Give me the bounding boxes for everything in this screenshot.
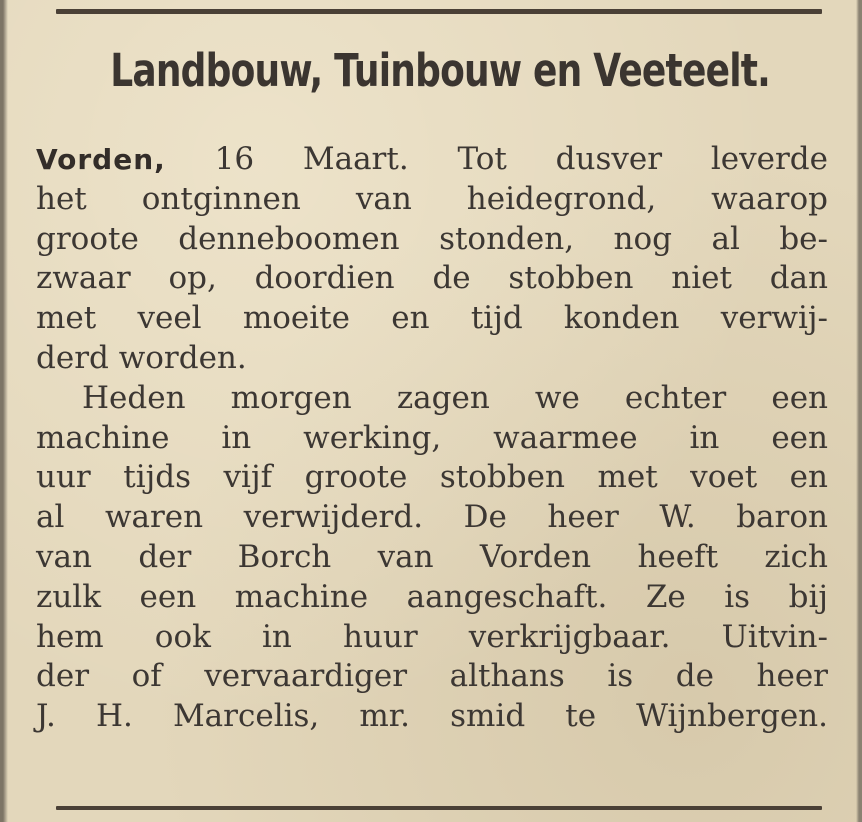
top-rule: [56, 9, 822, 14]
clipping-left-edge: [0, 0, 8, 822]
article-line-1-text: 16 Maart. Tot dusver leverde: [214, 141, 828, 177]
article-line-8: machine in werking, waarmee in een: [36, 419, 828, 456]
article-line-15: J. H. Marcelis, mr. smid te Wijnbergen.: [36, 698, 828, 735]
article-line-13: hem ook in huur verkrijgbaar. Uitvin-: [36, 618, 828, 655]
dateline: Vorden,: [36, 143, 166, 176]
bottom-rule: [56, 806, 822, 810]
article-line-7: Heden morgen zagen we echter een: [82, 379, 828, 416]
article-line-3: groote denneboomen stonden, nog al be-: [36, 220, 828, 257]
article-line-1: [36, 140, 828, 180]
article-line-10: al waren verwijderd. De heer W. baron: [36, 499, 828, 536]
article-line-2: het ontginnen van heidegrond, waarop: [36, 180, 828, 217]
clipping-right-edge: [856, 0, 862, 822]
article-line-4: zwaar op, doordien de stobben niet dan: [36, 260, 828, 297]
article-body: [36, 140, 828, 737]
article-line-12: zulk een machine aangeschaft. Ze is bij: [36, 578, 828, 615]
article-line-11: van der Borch van Vorden heeft zich: [36, 538, 828, 575]
section-headline: Landbouw, Tuinbouw en Veeteelt.: [110, 44, 771, 97]
article-line-14: der of vervaardiger althans is de heer: [36, 658, 828, 695]
article-line-5: met veel moeite en tijd konden verwij-: [36, 300, 828, 337]
article-line-6: derd worden.: [36, 339, 247, 376]
article-line-9: uur tijds vijf groote stobben met voet en: [36, 459, 828, 496]
